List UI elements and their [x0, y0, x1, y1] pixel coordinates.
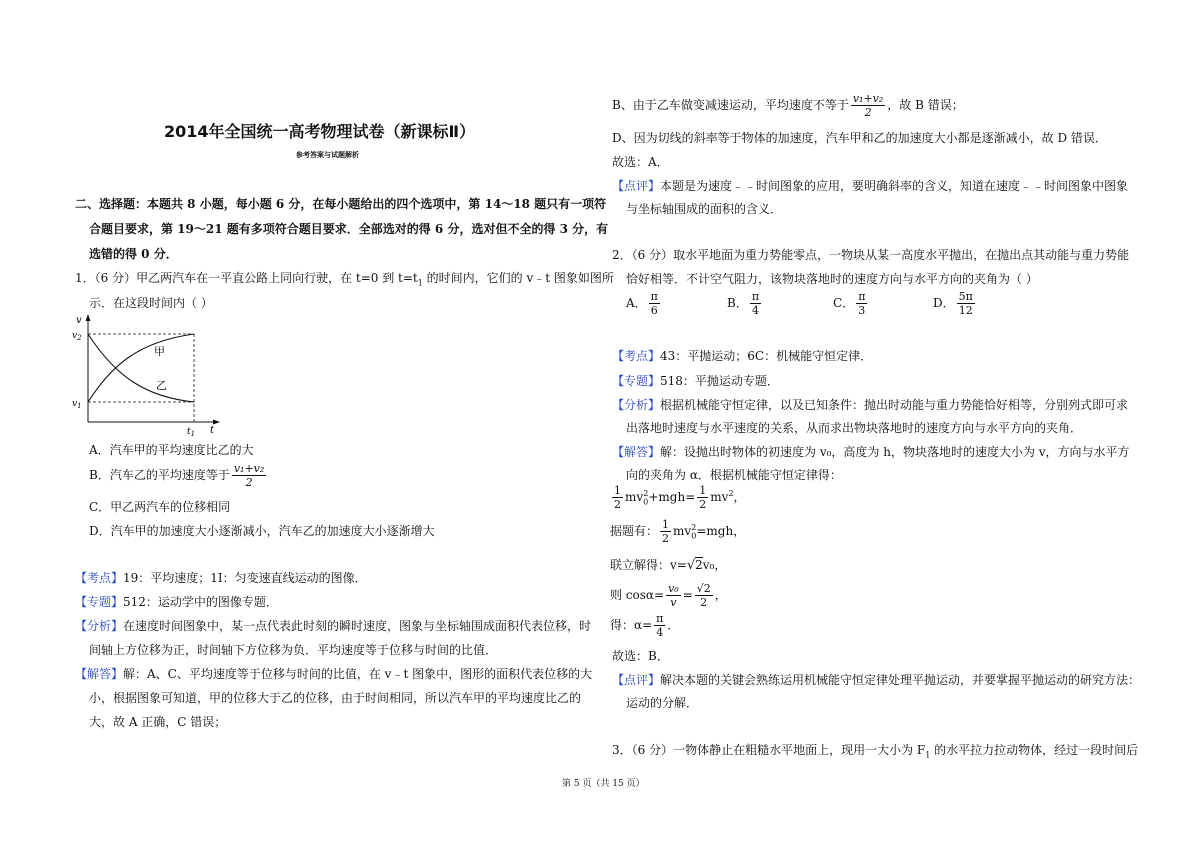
q2-equation-5: 得：α= $\frac{\pi}{4}$ ．	[610, 612, 680, 639]
q1-jieda-line-1: 【解答】解：A、C、平均速度等于位移与时间的比值，在 v﹣t 图象中，图形的面积代表位移的大	[75, 667, 593, 681]
section-line-2: 合题目要求，第 19～21 题有多项符合题目要求．全部选对的得 6 分，选对但不全的得 3 分，有	[89, 222, 609, 236]
q1-zhuanti: 【专题】512：运动学中的图像专题．	[75, 595, 278, 609]
q2-option-b: B． $\frac{\pi}{4}$	[727, 290, 760, 317]
q1-option-c: C．甲乙两汽车的位移相同	[89, 500, 231, 514]
q1-fenxi-line-1: 【分析】在速度时间图象中，某一点代表此时刻的瞬时速度，图象与坐标轴围成面积代表位移，时	[75, 619, 592, 633]
q1-dianping-line-2: 与坐标轴围成的面积的含义．	[626, 202, 783, 216]
q1-kaodian: 【考点】19：平均速度；1I：匀变速直线运动的图像．	[75, 571, 367, 585]
q2-equation-3: 联立解得：v=√2v₀，	[610, 558, 727, 573]
q1-jieda-line-2: 小，根据图象可知道，甲的位移大于乙的位移，由于时间相同，所以汽车甲的平均速度比乙的	[89, 691, 582, 705]
q1-answer: 故选：A．	[612, 155, 669, 169]
graph-x-axis-label: t	[210, 425, 215, 436]
q1-option-b: B．汽车乙的平均速度等于 $\frac{\text{v₁+v₂}}{2}$	[89, 462, 265, 489]
q2-answer: 故选：B．	[612, 649, 669, 663]
graph-jia-label: 甲	[154, 345, 165, 358]
curve-yi	[88, 334, 194, 402]
q1-dianping-line-1: 【点评】本题是为速度﹣﹣时间图象的应用，要明确斜率的含义，知道在速度﹣﹣时间图象中图象	[612, 179, 1129, 193]
q2-option-a: A． $\frac{\pi}{6}$	[626, 290, 658, 317]
q1-stem-line-2: 示．在这段时间内（ ）	[89, 296, 213, 310]
curve-jia	[88, 334, 194, 402]
q2-option-c: C． $\frac{\pi}{3}$	[833, 290, 866, 317]
q2-jieda-line-1: 【解答】解：设抛出时物体的初速度为 v₀，高度为 h，物块落地时的速度大小为 v，方向与水平方	[612, 445, 1130, 459]
graph-y-axis-label: v	[76, 315, 82, 326]
q2-fenxi-line-1: 【分析】根据机械能守恒定律，以及已知条件：抛出时动能与重力势能恰好相等，分别列式即可求	[612, 398, 1129, 412]
q1-fenxi-line-2: 间轴上方位移为正，时间轴下方位移为负．平均速度等于位移与时间的比值．	[89, 643, 498, 657]
q2-dianping-line-1: 【点评】解决本题的关键会熟练运用机械能守恒定律处理平抛运动，并要掌握平抛运动的研究方法：	[612, 673, 1141, 687]
graph-v2-label: $v_2$	[72, 331, 82, 342]
q2-stem-line-1: 2．（6 分）取水平地面为重力势能零点，一物块从某一高度水平抛出，在抛出点其动能与重力势能	[612, 248, 1130, 262]
graph-t1-label: $t_1$	[187, 427, 196, 438]
section-line-1: 二、选择题：本题共 8 小题，每小题 6 分，在每小题给出的四个选项中，第 14～18 题只有一项符	[75, 197, 607, 211]
graph-yi-label: 乙	[156, 379, 167, 392]
q2-zhuanti: 【专题】518：平抛运动专题．	[612, 374, 779, 388]
page-title: 2014年全国统一高考物理试卷（新课标Ⅱ）	[164, 122, 476, 141]
q2-kaodian: 【考点】43：平抛运动；6C：机械能守恒定律．	[612, 349, 873, 363]
graph-v1-label: $v_1$	[72, 399, 82, 410]
q2-equation-4: 则 cosα= $\frac{\text{v₀}}{v}$ = $\frac{√2}{2}$ ，	[610, 582, 727, 609]
q2-jieda-line-2: 向的夹角为 α．根据机械能守恒定律得：	[626, 468, 842, 482]
q1-stem-line-1: 1．（6 分）甲乙两汽车在一平直公路上同向行驶，在 t=0 到 $t=t_1$ 的时间内，它们的 v﹣t 图象如图所	[75, 271, 614, 288]
q1-jieda-line-3: 大，故 A 正确，C 错误；	[89, 715, 227, 729]
q2-option-d: D． $\frac{5\pi}{12}$	[933, 290, 973, 317]
q1-option-d: D．汽车甲的加速度大小逐渐减小，汽车乙的加速度大小逐渐增大	[89, 524, 435, 538]
q3-stem-line-1: 3．（6 分）一物体静止在粗糙水平地面上，现用一大小为 $F_1$ 的水平拉力拉动物体，经过一段时间后	[612, 743, 1139, 760]
q2-equation-2: 据题有： $\frac{1}{2}$ $mv_0^2=mgh$，	[610, 518, 746, 545]
q1-vt-graph	[66, 312, 226, 442]
q2-equation-1: $\frac{1}{2}$ $mv_0^2+mgh=$ $\frac{1}{2}$ $mv^2$，	[614, 484, 746, 511]
q1-jieda-line-4: B、由于乙车做变减速运动，平均速度不等于 $\frac{\text{v₁+v₂}}{2}$ ，故 B 错误；	[612, 92, 964, 119]
page-subtitle: 参考答案与试题解析	[296, 151, 359, 159]
q2-fenxi-line-2: 出落地时速度与水平速度的关系，从而求出物块落地时的速度方向与水平方向的夹角．	[626, 421, 1083, 435]
q1-option-a: A．汽车甲的平均速度比乙的大	[89, 443, 254, 457]
q2-dianping-line-2: 运动的分解．	[626, 696, 699, 710]
page-footer: 第 5 页（共 15 页）	[562, 779, 645, 789]
q1-jieda-line-5: D、因为切线的斜率等于物体的加速度，汽车甲和乙的加速度大小都是逐渐减小，故 D 错误．	[612, 131, 1107, 145]
section-line-3: 选错的得 0 分．	[89, 247, 178, 261]
q2-stem-line-2: 恰好相等．不计空气阻力，该物块落地时的速度方向与水平方向的夹角为（ ）	[626, 272, 1038, 286]
